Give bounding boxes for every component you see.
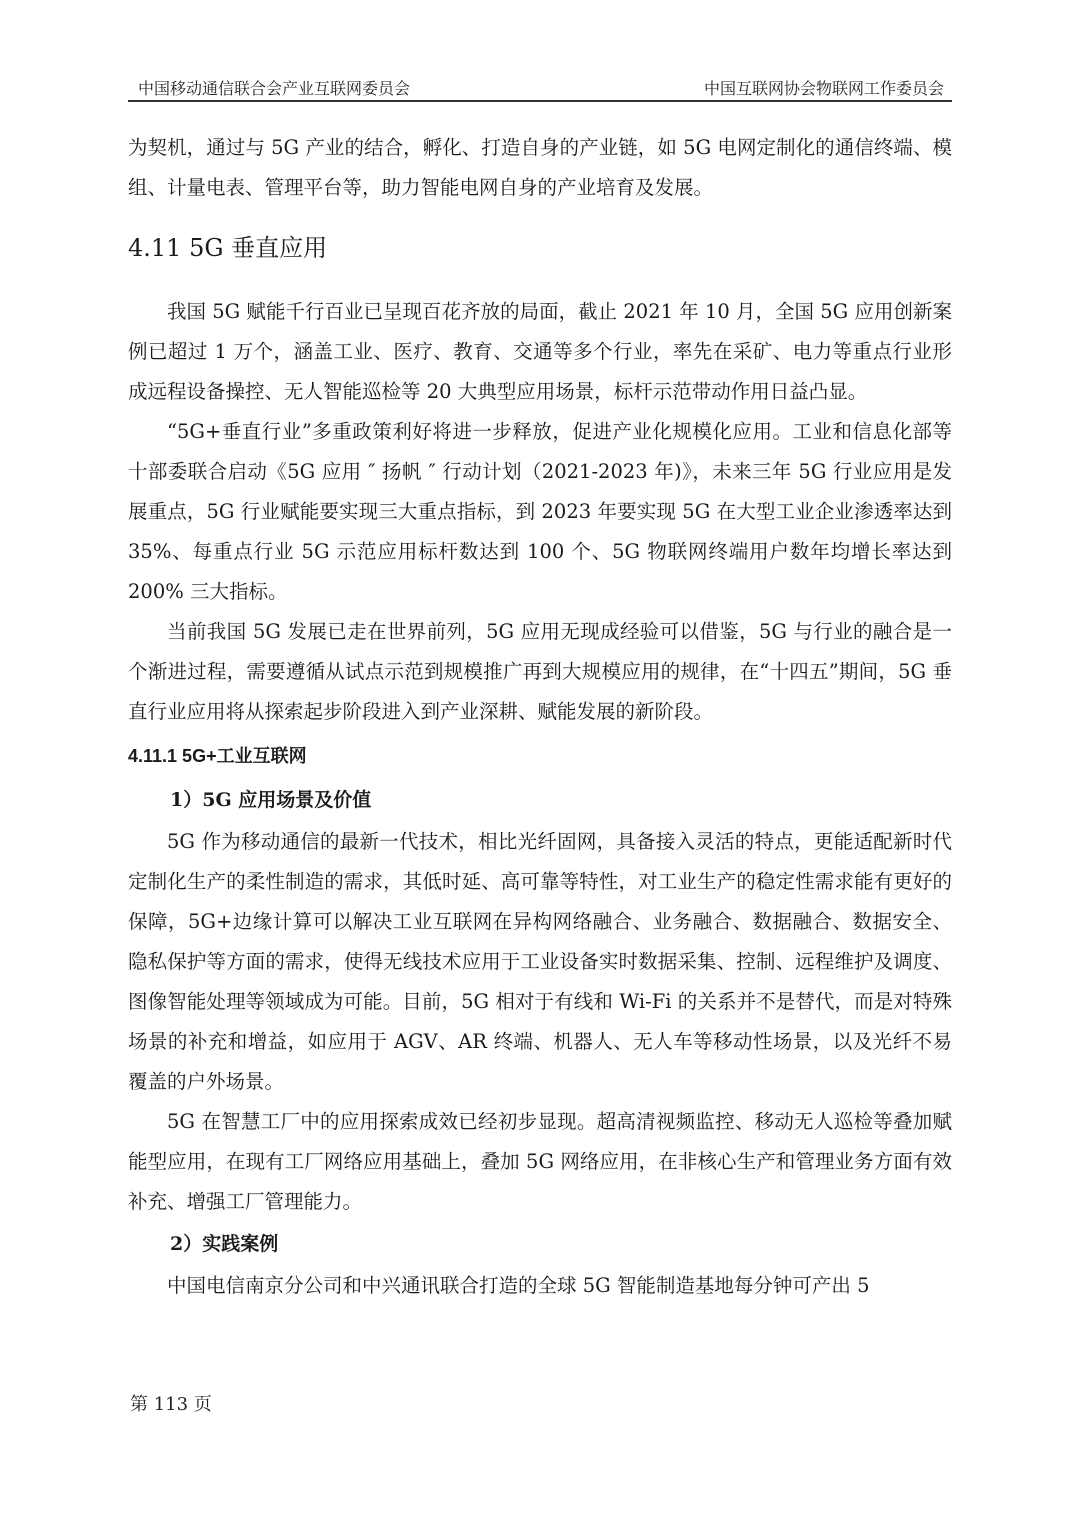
page-body (128, 128, 952, 1306)
page-number: 第 113 页 (130, 1394, 212, 1415)
paragraph-2: “5G+垂直行业”多重政策利好将进一步释放，促进产业化规模化应用。工业和信息化部等十部委联合启动《5G 应用 ″ 扬帆 ″ 行动计划（2021-2023 年)》，未来三年 5G 行业应用是发展重点，5G 行业赋能要实现三大重点指标，到 2023 年要实现 5G 在大型工业企业渗透率达到 35%、每重点行业 5G 示范应用标杆数达到 100 个、5G 物联网终端用户数年均增长率达到 200% 三大指标。 (128, 420, 952, 603)
paragraph-4: 5G 作为移动通信的最新一代技术，相比光纤固网，具备接入灵活的特点，更能适配新时代定制化生产的柔性制造的需求，其低时延、高可靠等特性，对工业生产的稳定性需求能有更好的保障，5G+边缘计算可以解决工业互联网在异构网络融合、业务融合、数据融合、数据安全、隐私保护等方面的需求，使得无线技术应用于工业设备实时数据采集、控制、远程维护及调度、图像智能处理等领域成为可能。目前，5G 相对于有线和 Wi-Fi 的关系并不是替代，而是对特殊场景的补充和增益，如应用于 AGV、AR 终端、机器人、无人车等移动性场景，以及光纤不易覆盖的户外场景。 (128, 830, 952, 1093)
section-heading: 4.11 5G 垂直应用 (128, 234, 328, 262)
subsection-heading: 4.11.1 5G+工业互联网 (128, 746, 307, 766)
sub-heading-1: 1）5G 应用场景及价值 (170, 789, 372, 811)
sub-heading-2: 2）实践案例 (170, 1233, 279, 1255)
page-header (128, 76, 952, 98)
header-rule (128, 100, 952, 102)
header-right-org: 中国互联网协会物联网工作委员会 (703, 79, 944, 98)
continued-paragraph: 为契机，通过与 5G 产业的结合，孵化、打造自身的产业链，如 5G 电网定制化的通信终端、模组、计量电表、管理平台等，助力智能电网自身的产业培育及发展。 (128, 136, 952, 199)
paragraph-6: 中国电信南京分公司和中兴通讯联合打造的全球 5G 智能制造基地每分钟可产出 5 (167, 1274, 870, 1297)
header-left-org: 中国移动通信联合会产业互联网委员会 (138, 79, 411, 98)
paragraph-5: 5G 在智慧工厂中的应用探索成效已经初步显现。超高清视频监控、移动无人巡检等叠加赋能型应用，在现有工厂网络应用基础上，叠加 5G 网络应用，在非核心生产和管理业务方面有效补充、增强工厂管理能力。 (128, 1110, 952, 1213)
paragraph-1: 我国 5G 赋能千行百业已呈现百花齐放的局面，截止 2021 年 10 月，全国 5G 应用创新案例已超过 1 万个，涵盖工业、医疗、教育、交通等多个行业，率先在采矿、电力等重点行业形成远程设备操控、无人智能巡检等 20 大典型应用场景，标杆示范带动作用日益凸显。 (128, 300, 952, 403)
paragraph-3: 当前我国 5G 发展已走在世界前列，5G 应用无现成经验可以借鉴，5G 与行业的融合是一个渐进过程，需要遵循从试点示范到规模推广再到大规模应用的规律，在“十四五”期间，5G 垂直行业应用将从探索起步阶段进入到产业深耕、赋能发展的新阶段。 (128, 620, 952, 723)
